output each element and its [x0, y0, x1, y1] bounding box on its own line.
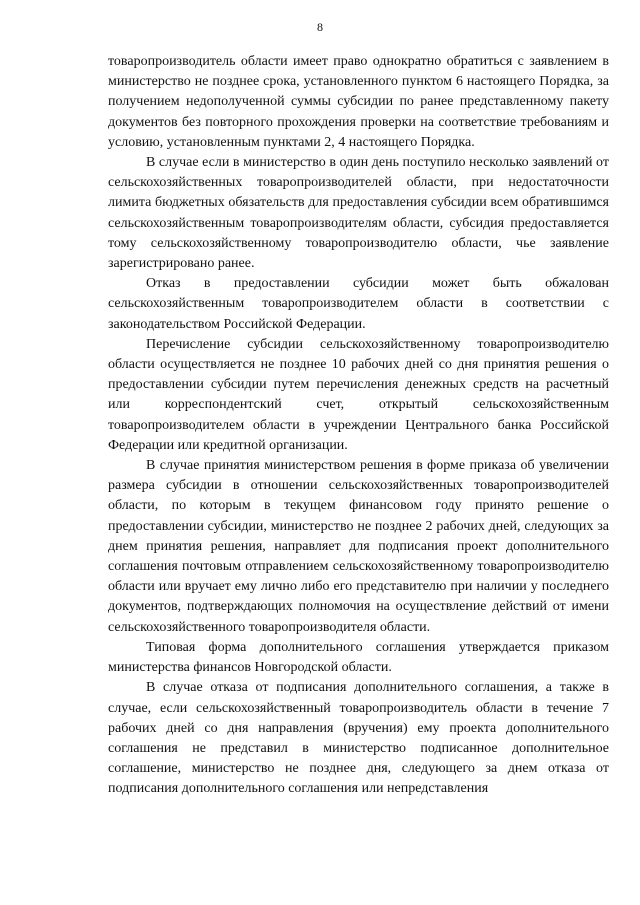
- paragraph-continuation: товаропроизводитель области имеет право однократно обратиться с заявлением в министерство не позднее срока, установленного пунктом 6 настоящего Порядка, за получением недополученной суммы субсидии по ранее представленному пакету документов без повторного прохождения проверки на соответствие требованиям и условию, установленным пунктами 2, 4 настоящего Порядка.: [108, 54, 609, 150]
- paragraph-subsidy-transfer: Перечисление субсидии сельскохозяйственному товаропроизводителю области осуществляется не позднее 10 рабочих дней со дня принятия решения о предоставлении субсидии путем перечисления денежных средств на расчетный или корреспондентский счет, открытый сельскохозяйственным товаропроизводителем области в учреждении Центрального банка Российской Федерации или кредитной организации.: [108, 336, 609, 453]
- paragraph-simultaneous-applications: В случае если в министерство в один день поступило несколько заявлений от сельскохозяйственных товаропроизводителей области, при недостаточности лимита бюджетных обязательств для предоставления субсидии всем обратившимся сельскохозяйственным товаропроизводителям области, субсидия предоставляется тому сельскохозяйственному товаропроизводителю области, чье заявление зарегистрировано ранее.: [108, 155, 609, 272]
- paragraph-subsidy-increase: В случае принятия министерством решения в форме приказа об увеличении размера субсидии в отношении сельскохозяйственных товаропроизводителей области, по которым в текущем финансовом году принято решение о предоставлении субсидии, министерство не позднее 2 рабочих дней, следующих за днем принятия решения, направляет для подписания проект дополнительного соглашения почтовым отправлением сельскохозяйственному товаропроизводителю области или вручает ему лично либо его представителю при наличии у последнего документов, подтверждающих полномочия на осуществление действий от имени сельскохозяйственного товаропроизводителя области.: [108, 458, 609, 635]
- page-number: 8: [317, 20, 323, 34]
- paragraph-standard-form: Типовая форма дополнительного соглашения утверждается приказом министерства финансов Новгородской области.: [108, 639, 609, 676]
- paragraph-appeal-refusal: Отказ в предоставлении субсидии может быть обжалован сельскохозяйственным товаропроизводителем области в соответствии с законодательством Российской Федерации.: [108, 276, 609, 332]
- paragraph-refusal-to-sign: В случае отказа от подписания дополнительного соглашения, а также в случае, если сельскохозяйственный товаропроизводитель области в течение 7 рабочих дней со дня направления (вручения) ему проекта дополнительного соглашения не представил в министерство подписанное дополнительное соглашение, министерство не позднее дня, следующего за днем отказа от подписания дополнительного соглашения или непредставления: [108, 680, 609, 797]
- document-body: [108, 52, 609, 800]
